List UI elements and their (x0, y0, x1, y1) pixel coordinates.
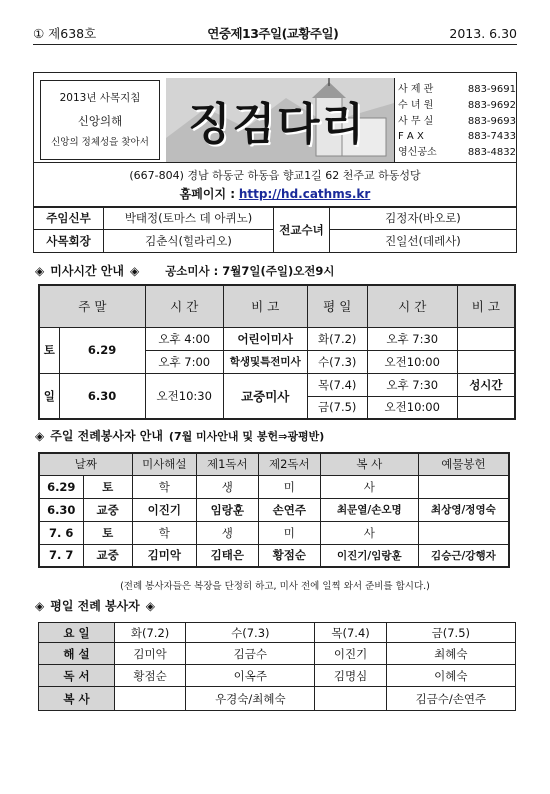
masthead-rule (33, 162, 517, 163)
servers-footnote: (전례 봉사자들은 복장을 단정히 하고, 미사 전에 일찍 와서 준비를 합시다.) (120, 581, 430, 592)
logo-title: 징검다리 (188, 99, 367, 150)
weekday-4-note (457, 396, 515, 419)
staff-table (33, 206, 517, 253)
issue-number: ① 제638호 (33, 26, 97, 41)
weekday-3-note: 성시간 (457, 373, 515, 396)
contact-fax: F A X 883-7433 (398, 131, 516, 143)
diamond-icon: ◈ (129, 263, 140, 278)
weekday-3: 목(7.4) (307, 373, 367, 396)
nun-label: 전교수녀 (274, 207, 330, 253)
col-offertory: 예물봉헌 (418, 453, 509, 475)
col-commentary: 미사해설 (132, 453, 196, 475)
page-header (33, 24, 517, 42)
pastor-name: 박태정(토마스 데 아퀴노) (104, 207, 274, 230)
col-weekday: 평 일 (307, 285, 367, 327)
col-date: 날짜 (39, 453, 132, 475)
col-weekend: 주 말 (39, 285, 145, 327)
issue-date: 2013. 6.30 (449, 25, 517, 41)
sat-day: 토 (39, 327, 59, 373)
contact-convent: 수 녀 원 883-9692 (398, 99, 516, 111)
col-day: 요 일 (39, 623, 115, 643)
parish-address: (667-804) 경남 하동군 하동읍 향교1길 62 천주교 하동성당 (129, 169, 421, 182)
nun-name-2: 진일선(데레사) (330, 230, 517, 253)
table-row: 해 설 김미악 김금수 이진기 최혜숙 (39, 643, 516, 665)
sat-note-2: 학생및특전미사 (223, 350, 307, 373)
table-row: 독 서 황점순 이옥주 김명심 이혜숙 (39, 665, 516, 687)
table-row: 복 사 우경숙/최혜숙 김금수/손연주 (39, 687, 516, 711)
weekday-1-note (457, 327, 515, 350)
sun-date: 6.30 (59, 373, 145, 419)
col-tue: 화(7.2) (115, 623, 186, 643)
sat-note-1: 어린이미사 (223, 327, 307, 350)
sunday-servers-table (38, 452, 510, 568)
sat-date: 6.29 (59, 327, 145, 373)
council-label: 사목회장 (34, 230, 104, 253)
logo-banner (166, 78, 394, 162)
table-row: 6.30 교중 이진기 임랑훈 손연주 최문열/손오명 최상영/정영숙 (39, 498, 509, 521)
pastor-label: 주임신부 (34, 207, 104, 230)
sat-time-2: 오후 7:00 (145, 350, 223, 373)
diamond-icon: ◈ (145, 598, 155, 613)
weekday-2-time: 오전10:00 (367, 350, 457, 373)
sunday-servers-note: (7월 미사안내 및 봉헌⇒광평반) (168, 429, 325, 443)
col-reading-1: 제1독서 (196, 453, 258, 475)
col-fri: 금(7.5) (386, 623, 515, 643)
motto-box (40, 80, 160, 160)
contact-list (398, 82, 516, 161)
nun-name-1: 김정자(바오로) (330, 207, 517, 230)
mass-heading: ◈ 미사시간 안내 ◈ 공소미사 : 7월7일(주일)오전9시 (35, 263, 335, 278)
diamond-icon: ◈ (35, 598, 45, 613)
col-note: 비 고 (223, 285, 307, 327)
weekday-1-time: 오후 7:30 (367, 327, 457, 350)
col-altar-server: 복 사 (320, 453, 418, 475)
motto-sub: 신앙의 정체성을 찾아서 (51, 137, 149, 148)
weekday-servers-heading: ◈ 평일 전례 봉사자 ◈ (35, 598, 155, 613)
col-note2: 비 고 (457, 285, 515, 327)
weekday-4: 금(7.5) (307, 396, 367, 419)
col-time: 시 간 (145, 285, 223, 327)
weekday-3-time: 오후 7:30 (367, 373, 457, 396)
col-thu: 목(7.4) (315, 623, 386, 643)
diamond-icon: ◈ (35, 428, 45, 443)
col-wed: 수(7.3) (186, 623, 315, 643)
sun-time: 오전10:30 (145, 373, 223, 419)
weekday-4-time: 오전10:00 (367, 396, 457, 419)
contact-divider (394, 78, 395, 162)
table-row: 7. 7 교중 김미악 김태은 황점순 이진기/임랑훈 김승근/강행자 (39, 544, 509, 567)
sat-time-1: 오후 4:00 (145, 327, 223, 350)
weekday-servers-table (38, 622, 516, 711)
sun-day: 일 (39, 373, 59, 419)
table-row: 7. 6 토 학 생 미 사 (39, 521, 509, 544)
diamond-icon: ◈ (35, 263, 45, 278)
header-rule (33, 44, 517, 45)
motto-main: 신앙의해 (77, 114, 123, 128)
contact-rectory: 사 제 관 883-9691 (398, 84, 516, 95)
homepage-label: 홈페이지 : (179, 187, 236, 201)
weekday-2: 수(7.3) (307, 350, 367, 373)
contact-mission: 영신공소 883-4832 (398, 147, 516, 159)
col-time2: 시 간 (367, 285, 457, 327)
council-name: 김춘식(힐라리오) (104, 230, 274, 253)
mission-mass-note: 공소미사 : 7월7일(주일)오전9시 (165, 263, 335, 278)
weekday-1: 화(7.2) (307, 327, 367, 350)
weekday-2-note (457, 350, 515, 373)
col-reading-2: 제2독서 (258, 453, 320, 475)
mass-table (38, 284, 516, 420)
contact-office: 사 무 실 883-9693 (398, 115, 516, 127)
page-title: 연중제13주일(교황주일) (207, 26, 339, 41)
table-row: 6.29 토 학 생 미 사 (39, 475, 509, 498)
motto-year: 2013년 사목지침 (59, 92, 141, 104)
homepage-link[interactable]: http://hd.cathms.kr (238, 187, 371, 201)
sun-note: 교중미사 (223, 373, 307, 419)
homepage-line (33, 185, 517, 202)
sunday-servers-heading: ◈ 주일 전례봉사자 안내 (7월 미사안내 및 봉헌⇒광평반) (35, 428, 325, 443)
